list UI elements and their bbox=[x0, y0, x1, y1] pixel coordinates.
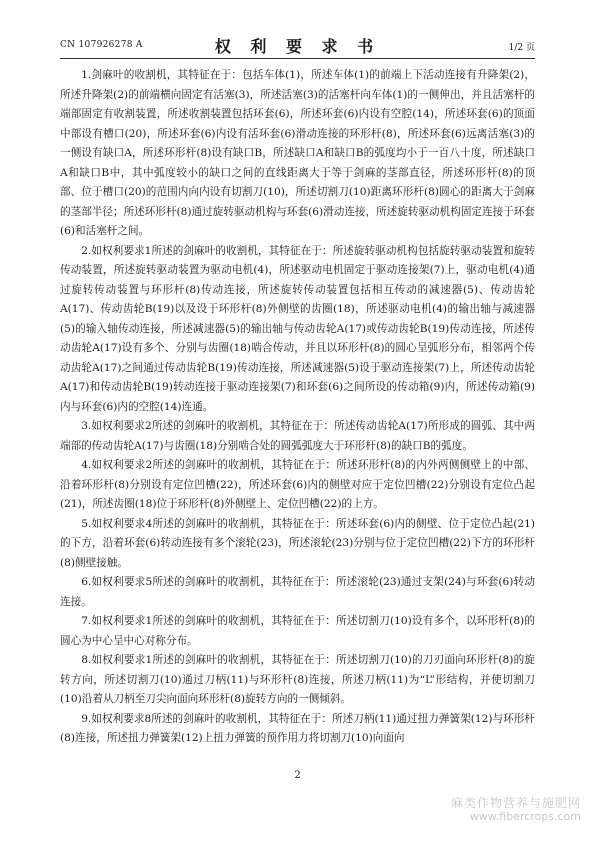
claim-2: 2.如权利要求1所述的剑麻叶的收割机，其特征在于：所述旋转驱动机构包括旋转驱动装置和旋转传动装置，所述旋转驱动装置为驱动电机(4)，所述驱动电机固定于驱动连接架(7)上，驱动电机(4)通过旋转传动装置与环形杆(8)传动连接，所述旋转传动装置包括相互传动的减速器(5)、传动齿轮A(17)、传动齿轮B(19)以及设于环形杆(8)外侧壁的齿圈(18)，所述驱动电机(4)的输出轴与减速器(5)的输入轴传动连接，所述减速器(5)的输出轴与传动齿轮A(17)或传动齿轮B(19)传动连接，所述传动齿轮A(17)设有多个、分别与齿圈(18)啮合传动，并且以环形杆(8)的圆心呈弧形分布，相邻两个传动齿轮A(17)之间通过传动齿轮B(19)传动连接，所述减速器(5)设于驱动连接架(7)上，所述传动齿轮A(17)和传动齿轮B(19)转动连接于驱动连接架(7)和环套(6)之间所设的传动箱(9)内，所述传动箱(9)内与环套(6)内的空腔(14)连通。 bbox=[60, 244, 535, 413]
claim-1: 1.剑麻叶的收割机，其特征在于：包括车体(1)，所述车体(1)的前端上下活动连接有升降架(2)，所述升降架(2)的前端横向固定有活塞(3)，所述活塞(3)的活塞杆向车体(1)的一侧伸出，并且活塞杆的端部固定有收割装置，所述收割装置包括环套(6)，所述环套(6)内设有空腔(14)，所述环套(6)的顶面中部设有槽口(20)，所述环套(6)内设有活环套(6)滑动连接的环形杆(8)，所述环套(6)远离活塞(3)的一侧设有缺口A，所述环形杆(8)设有缺口B，所述缺口A和缺口B的弧度均小于一百八十度，所述缺口A和缺口B中，其中弧度较小的缺口之间的直线距离大于等于剑麻的茎部直径，所述环形杆(8)的顶部、位于槽口(20)的范围内向内设有切割刀(10)，所述切割刀(10)距离环形杆(8)圆心的距离大于剑麻的茎部半径；所述环形杆(8)通过旋转驱动机构与环套(6)滑动连接，所述旋转驱动机构固定连接于环套(6)和活塞杆之间。 bbox=[60, 69, 535, 237]
claim-5: 5.如权利要求4所述的剑麻叶的收割机，其特征在于：所述环套(6)内的侧壁、位于定位凸起(21)的下方，沿着环套(6)转动连接有多个滚轮(23)，所述滚轮(23)分别与位于定位凹槽(22)下方的环形杆(8)侧壁接触。 bbox=[60, 517, 535, 569]
claim-6: 6.如权利要求5所述的剑麻叶的收割机，其特征在于：所述滚轮(23)通过支架(24)与环套(6)转动连接。 bbox=[60, 576, 535, 608]
publication-number: CN 107926278 A bbox=[60, 40, 143, 50]
page-number: 2 bbox=[294, 770, 301, 781]
claim-9: 9.如权利要求8所述的剑麻叶的收割机，其特征在于：所述刀柄(11)通过扭力弹簧架(12)与环形杆(8)连接，所述扭力弹簧架(12)上扭力弹簧的预作用力将切割刀(10)向面向 bbox=[60, 712, 535, 744]
page-indicator: 1/2 页 bbox=[508, 43, 535, 53]
header-divider bbox=[60, 58, 535, 59]
page-header bbox=[60, 34, 535, 54]
watermark-site-name: 麻类作物营养与施肥网 bbox=[450, 796, 581, 810]
claims-body bbox=[60, 66, 535, 749]
document-title: 权 利 要 求 书 bbox=[214, 37, 381, 56]
site-watermark bbox=[451, 796, 581, 824]
claim-3: 3.如权利要求2所述的剑麻叶的收割机，其特征在于：所述传动齿轮A(17)所形成的圆弧、其中两端部的传动齿轮A(17)与齿圈(18)分别啮合处的圆弧弧度大于环形杆(8)的缺口B的弧度。 bbox=[60, 420, 535, 452]
claim-4: 4.如权利要求2所述的剑麻叶的收割机，其特征在于：所述环形杆(8)的内外两侧侧壁上的中部、沿着环形杆(8)分别设有定位凹槽(22)，所述环套(6)内的侧壁对应于定位凹槽(22)分别设有定位凸起(21)，所述齿圈(18)位于环形杆(8)外侧壁上、定位凹槽(22)的上方。 bbox=[60, 459, 535, 510]
claim-7: 7.如权利要求1所述的剑麻叶的收割机，其特征在于：所述切割刀(10)设有多个，以环形杆(8)的圆心为中心呈中心对称分布。 bbox=[60, 615, 535, 647]
claim-8: 8.如权利要求1所述的剑麻叶的收割机，其特征在于：所述切割刀(10)的刀刃面向环形杆(8)的旋转方向，所述切割刀(10)通过刀柄(11)与环形杆(8)连接，所述刀柄(11)为“L”形结构，并使切割刀(10)沿着从刀柄至刀尖向面向环形杆(8)旋转方向的一侧倾斜。 bbox=[60, 654, 535, 705]
watermark-url: www.fibercrops.com bbox=[469, 810, 581, 823]
